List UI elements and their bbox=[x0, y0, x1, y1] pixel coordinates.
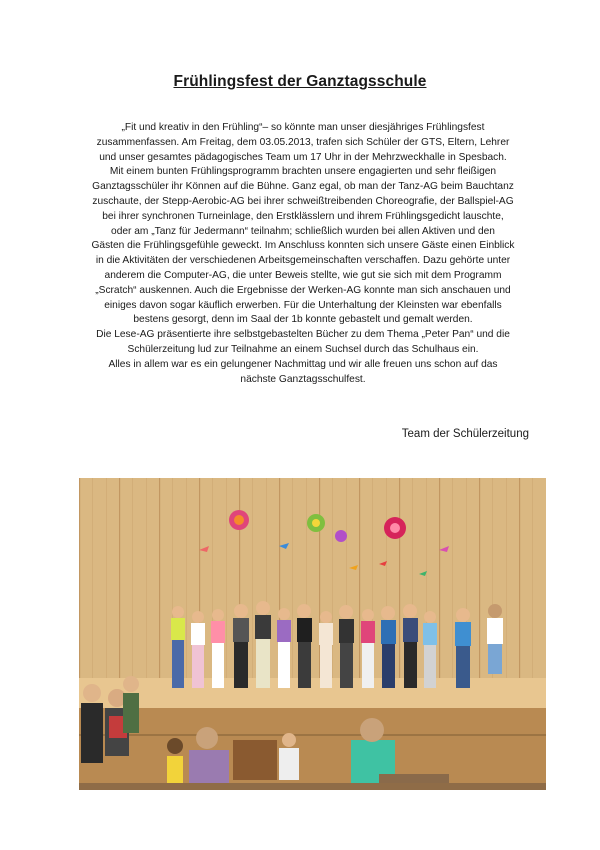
body-line: anderem die Computer-AG, die unter Beweis stellte, wie gut sie sich mit dem Programm bbox=[104, 269, 502, 281]
article-body bbox=[70, 121, 536, 387]
body-line: Mit einem bunten Frühlingsprogramm brachten unsere engagierten und sehr fleißigen bbox=[109, 166, 497, 178]
body-line: zusammenfassen. Am Freitag, dem 03.05.2013, trafen sich Schüler der GTS, Eltern, Lehrer bbox=[96, 136, 510, 148]
body-line: „Fit und kreativ in den Frühling“– so könnte man unser diesjähriges Frühlingsfest bbox=[121, 122, 485, 133]
body-line: Die Lese-AG präsentierte ihre selbstgebastelten Bücher zu dem Thema „Peter Pan“ und die bbox=[96, 329, 510, 341]
page-title: Frühlingsfest der Ganztagsschule bbox=[173, 73, 427, 90]
body-line: Ganztagsschüler ihr Können auf die Bühne. Ganz egal, ob man der Tanz-AG beim Bauchtanz bbox=[92, 181, 514, 193]
body-line: nächste Ganztagsschulfest. bbox=[240, 373, 366, 385]
body-line: einiges davon sogar käuflich erwerben. Für die Unterhaltung der Kleinsten war ebenfalls bbox=[104, 299, 502, 311]
stage-front bbox=[79, 708, 546, 790]
body-line: Gästen die Frühlingsgefühle geweckt. Im Anschluss konnten sich unsere Gäste einen Einblick bbox=[91, 240, 515, 252]
body-line: in die Aktivitäten der verschiedenen Arbeitsgemeinschaften verschaffen. Dazu gehörte unter bbox=[95, 255, 511, 267]
stage-edge bbox=[79, 678, 546, 708]
signature: Team der Schülerzeitung bbox=[401, 428, 529, 440]
body-line: bestens gesorgt, denn im Saal der 1b konnte gebastelt und gemalt werden. bbox=[133, 314, 473, 326]
body-line: und unser gesamtes pädagogisches Team um 17 Uhr in der Mehrzweckhalle in Spesbach. bbox=[99, 151, 507, 163]
body-line: Schülerzeitung lud zur Teilnahme an einem Suchsel durch das Schulhaus ein. bbox=[127, 343, 479, 355]
body-line: bei ihrer synchronen Turneinlage, den Erstklässlern und ihrem Frühlingsgedicht lauschte, bbox=[102, 210, 504, 222]
body-line: oder am „Tanz für Jedermann“ teilnahm; schließlich wurden bei allen Aktiven und den bbox=[111, 225, 495, 237]
event-photo bbox=[79, 478, 546, 790]
body-line: zuschaute, der Stepp-Aerobic-AG bei ihrer schweißtreibenden Choreografie, der Ballspiel-AG bbox=[92, 195, 514, 207]
stage-scene-illustration bbox=[79, 478, 546, 790]
body-line: „Scratch“ auskennen. Auch die Ergebnisse der Werken-AG konnte man sich anschauen und bbox=[95, 284, 511, 296]
body-line: Alles in allem war es ein gelungener Nachmittag und wir alle freuen uns schon auf das bbox=[108, 358, 498, 370]
